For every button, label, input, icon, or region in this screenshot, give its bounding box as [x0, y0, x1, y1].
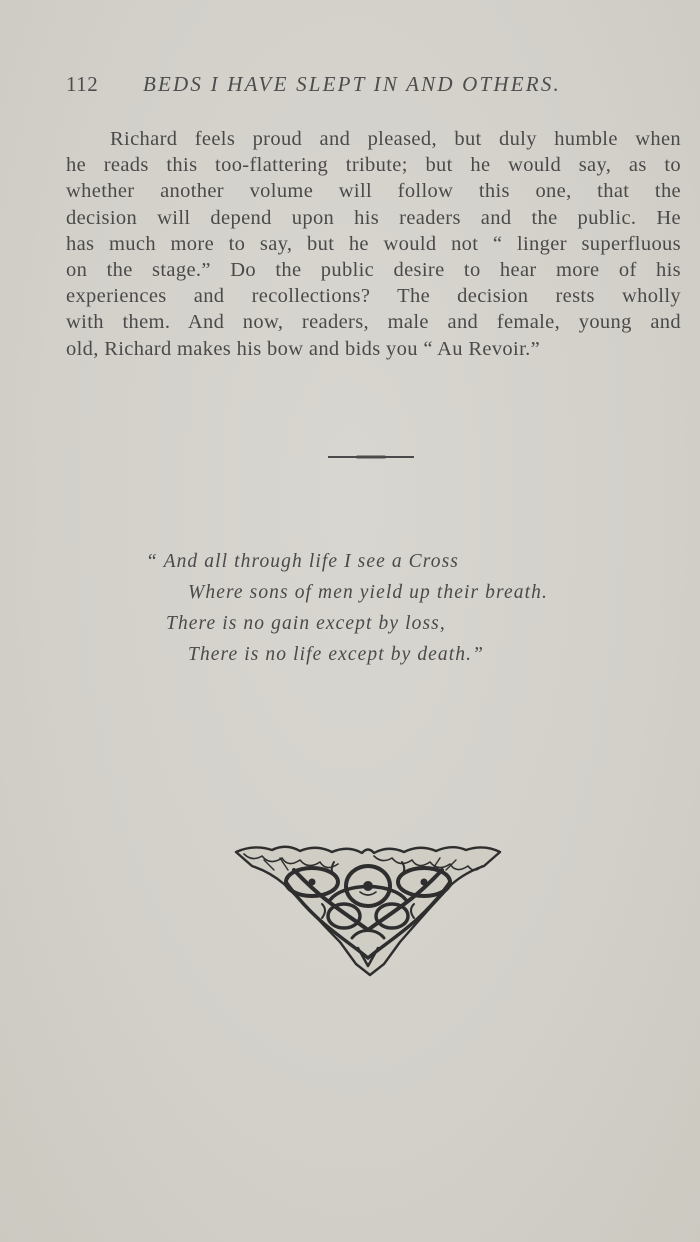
running-title: BEDS I HAVE SLEPT IN AND OTHERS.	[143, 72, 561, 96]
page-number: 112	[66, 72, 99, 96]
paragraph-line: he reads this too-flattering tribute; but he would say, as to	[66, 154, 681, 177]
section-divider	[328, 456, 414, 458]
paragraph-line: on the stage.” Do the public desire to hear more of his	[66, 259, 681, 282]
poem-line: There is no gain except by loss,	[166, 613, 446, 634]
poem-line: “ And all through life I see a Cross	[146, 551, 459, 572]
paragraph-line: has much more to say, but he would not “ linger superfluous	[66, 232, 681, 255]
paragraph-line: old, Richard makes his bow and bids you “ Au Revoir.”	[66, 337, 541, 360]
paragraph-line: experiences and recollections? The decision rests wholly	[66, 285, 681, 308]
paragraph-line: decision will depend upon his readers and the public. He	[66, 206, 681, 229]
paragraph	[66, 126, 681, 362]
running-head	[66, 72, 626, 102]
celtic-knotwork-tailpiece-icon	[234, 842, 502, 978]
paragraph-line: with them. And now, readers, male and female, young and	[66, 311, 681, 334]
poem-line: There is no life except by death.”	[188, 644, 485, 665]
poem-line: Where sons of men yield up their breath.	[188, 582, 548, 603]
poem-quote	[146, 546, 606, 670]
paragraph-line: Richard feels proud and pleased, but duly humble when	[110, 128, 681, 150]
paragraph-line: whether another volume will follow this one, that the	[66, 180, 681, 203]
